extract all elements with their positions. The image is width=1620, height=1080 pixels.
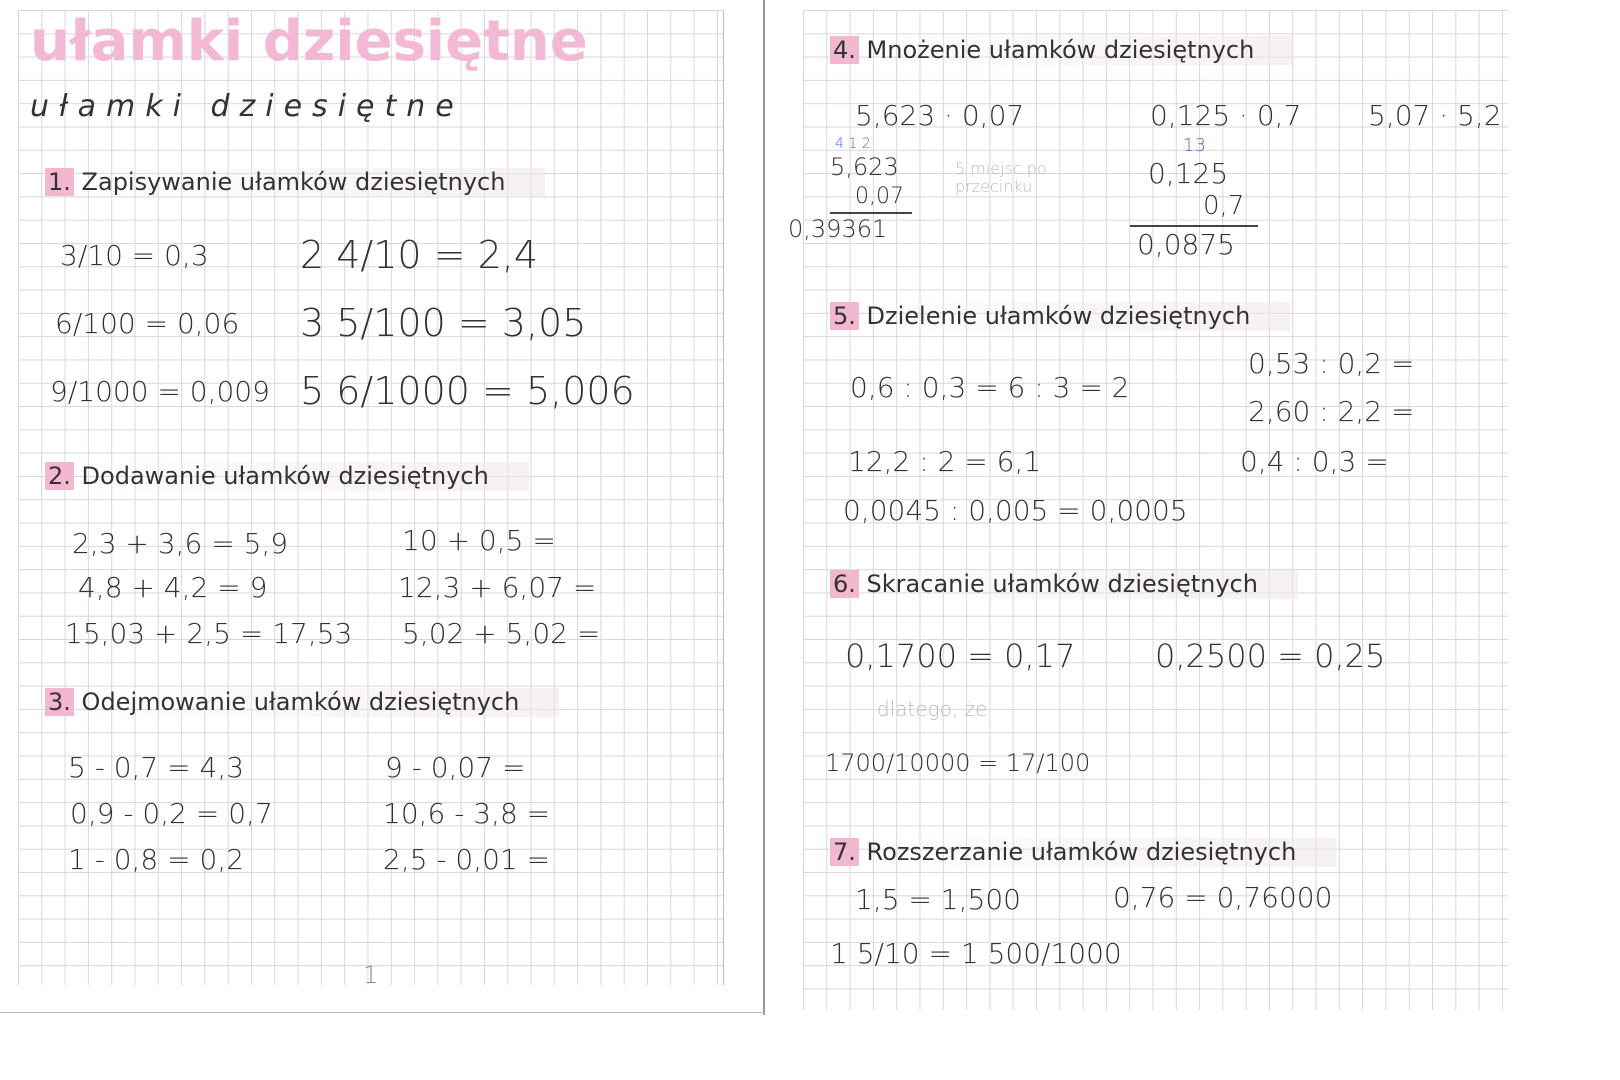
section-1-heading: 1. Zapisywanie ułamków dziesiętnych [45,168,545,197]
section-5-heading: 5. Dzielenie ułamków dziesiętnych [830,302,1290,331]
column-result: 0,39361 [788,215,888,243]
equation: 12,3 + 6,07 = [398,571,597,604]
equation: 0,0045 : 0,005 = 0,0005 [843,494,1188,527]
equation: 0,76 = 0,76000 [1113,881,1333,914]
column-line [1130,225,1258,227]
column-factor: 0,125 [1148,157,1229,190]
equation: 3/10 = 0,3 [60,239,209,272]
equation: 1,5 = 1,500 [855,883,1021,916]
section-6-heading: 6. Skracanie ułamków dziesiętnych [830,570,1298,599]
column-result: 0,0875 [1137,228,1235,261]
notebook-page-left [18,10,724,985]
equation: 9 - 0,07 = [385,751,526,784]
equation: 10 + 0,5 = [402,524,556,557]
equation: 15,03 + 2,5 = 17,53 [65,617,353,650]
equation: 12,2 : 2 = 6,1 [848,445,1042,478]
equation: 3 5/100 = 3,05 [300,301,587,345]
section-4-heading: 4. Mnożenie ułamków dziesiętnych [830,36,1294,65]
carry-digits: 13 [1183,135,1206,156]
equation: 0,6 : 0,3 = 6 : 3 = 2 [850,371,1130,404]
column-factor: 0,07 [855,184,904,209]
equation: 6/100 = 0,06 [55,307,240,340]
equation: 1 5/10 = 1 500/1000 [830,937,1122,970]
note: 5 miejsc po przecinku [955,159,1047,197]
equation: 2 4/10 = 2,4 [300,233,539,277]
page-number: 1 [363,961,379,989]
equation: 0,2500 = 0,25 [1155,637,1386,675]
equation: 0,125 · 0,7 [1150,99,1302,132]
page-divider [763,0,765,1015]
section-2-heading: 2. Dodawanie ułamków dziesiętnych [45,462,529,491]
page-title-background: ułamki dziesiętne [30,9,588,74]
equation: 5 6/1000 = 5,006 [300,369,635,413]
equation: 10,6 - 3,8 = [383,797,551,830]
column-factor: 5,623 [830,153,899,181]
equation: 1700/10000 = 17/100 [825,749,1091,777]
equation: 5,623 · 0,07 [855,99,1025,132]
carry-digits: 4 1 2 [835,136,871,152]
equation: 5,07 · 5,2 [1368,99,1502,132]
note: dlatego, że [877,697,988,721]
equation: 2,60 : 2,2 = [1248,395,1415,428]
equation: 0,53 : 0,2 = [1248,347,1415,380]
column-line [830,212,912,214]
page-title: ułamki dziesiętne [30,89,464,124]
equation: 9/1000 = 0,009 [50,375,270,408]
equation: 5 - 0,7 = 4,3 [68,751,245,784]
equation: 0,4 : 0,3 = [1240,445,1389,478]
column-factor: 0,7 [1203,191,1245,221]
equation: 4,8 + 4,2 = 9 [78,571,268,604]
equation: 1 - 0,8 = 0,2 [68,843,245,876]
equation: 2,3 + 3,6 = 5,9 [72,527,289,560]
page-bottom-edge [0,1012,765,1013]
section-3-heading: 3. Odejmowanie ułamków dziesiętnych [45,688,559,717]
equation: 0,9 - 0,2 = 0,7 [70,797,273,830]
equation: 0,1700 = 0,17 [845,637,1076,675]
equation: 5,02 + 5,02 = [402,617,601,650]
section-7-heading: 7. Rozszerzanie ułamków dziesiętnych [830,838,1336,867]
equation: 2,5 - 0,01 = [383,843,551,876]
